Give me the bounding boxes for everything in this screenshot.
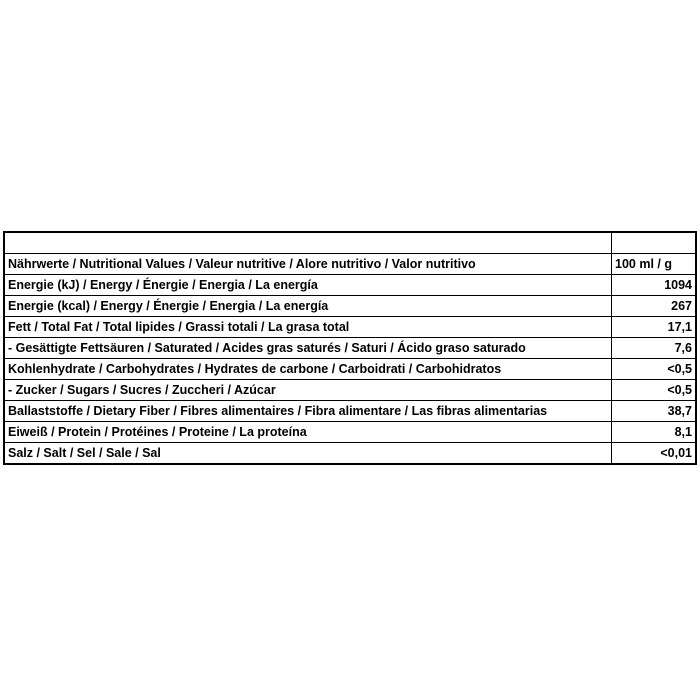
nutrient-label: Eiweiß / Protein / Protéines / Proteine / La proteína (4, 422, 612, 443)
nutrient-label: Fett / Total Fat / Total lipides / Grassi totali / La grasa total (4, 317, 612, 338)
nutrition-table-container (3, 231, 697, 465)
nutrient-label: Kohlenhydrate / Carbohydrates / Hydrates de carbone / Carboidrati / Carbohidratos (4, 359, 612, 380)
nutrient-value: <0,01 (612, 443, 697, 465)
nutrient-label: - Gesättigte Fettsäuren / Saturated / Acides gras saturés / Saturi / Ácido graso saturado (4, 338, 612, 359)
nutrient-label: Ballaststoffe / Dietary Fiber / Fibres alimentaires / Fibra alimentare / Las fibras alimentarias (4, 401, 612, 422)
table-row (4, 275, 696, 296)
nutrient-value: 38,7 (612, 401, 697, 422)
nutrient-label: Energie (kJ) / Energy / Énergie / Energia / La energía (4, 275, 612, 296)
table-row (4, 359, 696, 380)
table-row (4, 443, 696, 465)
nutrient-label: Salz / Salt / Sel / Sale / Sal (4, 443, 612, 465)
header-label: Nährwerte / Nutritional Values / Valeur nutritive / Alore nutritivo / Valor nutritivo (4, 254, 612, 275)
nutrient-value: 267 (612, 296, 697, 317)
table-header-row (4, 254, 696, 275)
table-row (4, 338, 696, 359)
empty-cell (612, 232, 697, 254)
table-row (4, 422, 696, 443)
nutrition-table (3, 231, 697, 465)
nutrient-value: <0,5 (612, 380, 697, 401)
nutrient-value: <0,5 (612, 359, 697, 380)
nutrient-value: 17,1 (612, 317, 697, 338)
nutrient-value: 7,6 (612, 338, 697, 359)
table-row (4, 317, 696, 338)
empty-cell (4, 232, 612, 254)
nutrient-value: 1094 (612, 275, 697, 296)
nutrient-value: 8,1 (612, 422, 697, 443)
table-empty-row (4, 232, 696, 254)
table-row (4, 401, 696, 422)
nutrient-label: Energie (kcal) / Energy / Énergie / Energia / La energía (4, 296, 612, 317)
header-unit: 100 ml / g (612, 254, 697, 275)
table-row (4, 380, 696, 401)
nutrient-label: - Zucker / Sugars / Sucres / Zuccheri / Azúcar (4, 380, 612, 401)
table-row (4, 296, 696, 317)
